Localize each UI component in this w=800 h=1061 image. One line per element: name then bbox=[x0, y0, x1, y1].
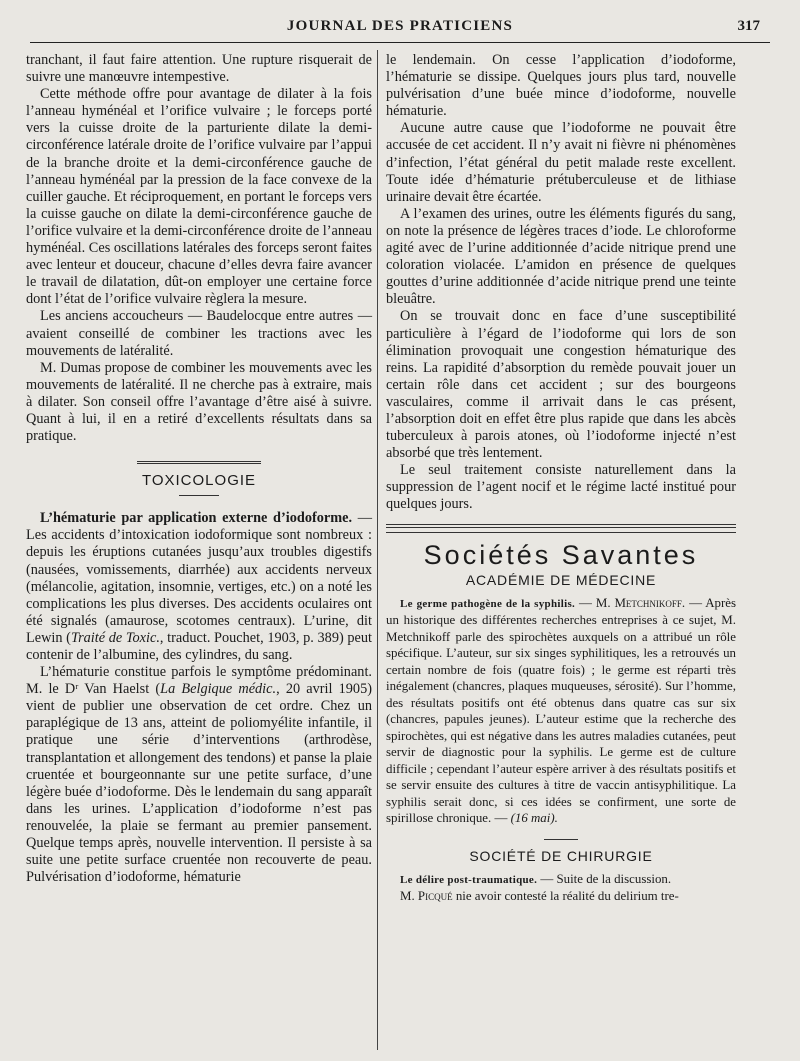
report-paragraph: Le germe pathogène de la syphilis. — M. Metchnikoff. — Après un historique des différentes recherches entreprises à ce sujet, M. Metchnikoff parle des spirochètes auxquels on a attribué un rôle spécifique. L’auteur, sur six singes syphilitiques, les a retrouvés un certain nombre de fois (quatre fois) ; le germe est réparti très inégalement (chancres, plaques muqueuses, sérosité). Sur l’homme, des résultats positifs ont été obtenus dans quatre cas sur six (chancres, papules jeunes). L’auteur estime que la recherche des spirochètes, qui est négative dans les autres maladies cutanées, peut servir de diagnostic pour la syphilis. Le germe est de culture difficile ; cependant l’auteur espère arriver à des résultats positifs et se servir ensuite des cultures à titre de vaccin antisyphilitique. La syphilis serait donc, si ces idées se confirment, une sorte de spirillose chronique. — (16 mai). bbox=[386, 595, 737, 826]
report-paragraph: M. Picqué nie avoir contesté la réalité du delirium tre- bbox=[400, 889, 679, 904]
running-header bbox=[30, 14, 770, 43]
subsection-title-chirurgie: SOCIÉTÉ DE CHIRURGIE bbox=[469, 847, 653, 864]
section-divider bbox=[386, 524, 736, 533]
paragraph: Les anciens accoucheurs — Baudelocque entre autres — avaient conseillé de combiner les tractions avec les mouvements de latéralité. bbox=[26, 308, 372, 359]
subsection-title-academie: ACADÉMIE DE MÉDECINE bbox=[465, 571, 657, 588]
report-paragraph: Le délire post-traumatique. — Suite de la discussion. bbox=[400, 871, 672, 886]
report-author: Picqué bbox=[417, 889, 453, 904]
article-paragraph: L’hématurie constitue parfois le symptôme prédominant. M. le Dʳ Van Haelst (La Belgique médic., 20 avril 1905) vient de publier une observation de cet ordre. Chez un paraplégique de 13 ans, atteint de poliomyélite infantile, il pratique une série d’interventions (arthrodèse, transplantation et allongement des tendons) et panse la plaie cruentée et bourgeonnante sur une petite surface, d’une légère buée d’iodoforme. Dès le lendemain du sang apparaît dans les urines. L’application d’iodoforme n’est pas renouvelée, la plaie se fermant au premier pansement. Quelque temps après, nouvelle intervention. Il persiste à sa suite une petite surface cruentée non recouverte de peau. Pulvérisation d’iodoforme, hématurie bbox=[26, 664, 372, 886]
section-divider bbox=[137, 461, 261, 464]
separator bbox=[544, 839, 578, 840]
page-number: 317 bbox=[737, 18, 760, 34]
report-heading: Le germe pathogène de la syphilis. bbox=[400, 597, 576, 610]
left-column bbox=[26, 52, 372, 886]
column-divider bbox=[377, 50, 378, 1050]
report-heading: Le délire post-traumatique. bbox=[400, 873, 538, 886]
section-underline bbox=[179, 495, 219, 496]
paragraph: Aucune autre cause que l’iodoforme ne pouvait être accusée de cet accident. Il n’y avait ni fièvre ni phénomènes d’infection, l’état général du petit malade reste excellent. Toute idée d’hématurie prétuberculeuse et de lithiase urinaire devait être écartée. bbox=[386, 120, 736, 205]
right-column bbox=[386, 52, 736, 905]
section-title-societes-savantes: Sociétés Savantes bbox=[423, 539, 699, 570]
report-author: — M. Metchnikoff. bbox=[575, 595, 686, 610]
paragraph: Le seul traitement consiste naturellement dans la suppression de l’agent nocif et le régime lacté institué pour quelques jours. bbox=[386, 462, 736, 513]
article-paragraph: L’hématurie par application externe d’iodoforme. — Les accidents d’intoxication iodoformique sont nombreux : depuis les éruptions cutanées jusqu’aux troubles digestifs (nausées, vomissements, diarrhée) aux accidents nerveux (mélancolie, agitation, insomnie, vertiges, etc.) on a noté les complications les plus diverses. Des accidents oculaires ont été signalés (amaurose, scotomes centraux). L’urine, dit Lewin (Traité de Toxic., traduct. Pouchet, 1903, p. 389) peut contenir de l’albumine, des cylindres, du sang. bbox=[26, 510, 373, 663]
section-title-toxicologie: TOXICOLOGIE bbox=[141, 472, 257, 490]
paragraph: tranchant, il faut faire attention. Une rupture risquerait de suivre une manœuvre intempestive. bbox=[26, 52, 372, 86]
paragraph: Cette méthode offre pour avantage de dilater à la fois l’anneau hyménéal et l’orifice vulvaire ; le forceps porté vers la cuisse droite de la parturiente dilate la demi-circonférence latérale droite de l’orifice vulvaire par l’appui de la branche droite et la demi-circonférence gauche de l’anneau hyménéal par la pression de la face convexe de la cuiller gauche. Et réciproquement, en portant le forceps vers la cuisse gauche on dilate la demi-circonférence gauche de l’orifice vulvaire et la demi-circonférence droite de l’anneau hyménéal. Ces oscillations latérales des forceps seront faites avec lenteur et douceur, chacune d’elles devra faire avancer le travail de dilatation, dût-on employer une certaine force dont l’état de l’orifice vulvaire règlera la mesure. bbox=[26, 86, 372, 308]
journal-title: JOURNAL DES PRATICIENS bbox=[286, 18, 514, 34]
paragraph: M. Dumas propose de combiner les mouvements avec les mouvements de latéralité. Il ne cherche pas à extraire, mais à dilater. Son conseil offre l’avantage d’être aisé à suivre. Quant à lui, il en a retiré d’excellents résultats dans sa pratique. bbox=[26, 359, 372, 445]
paragraph: le lendemain. On cesse l’application d’iodoforme, l’hématurie se dissipe. Quelques jours plus tard, nouvelle pulvérisation d’une buée mince d’iodoforme, nouvelle hématurie. bbox=[386, 52, 736, 120]
paragraph: A l’examen des urines, outre les éléments figurés du sang, on note la présence de légères traces d’iode. Le chloroforme agité avec de l’urine additionnée d’acide nitrique prend une coloration violacée. L’amidon en présence de quelques gouttes d’urine additionnée d’acide nitrique prend une teinte bleuâtre. bbox=[386, 205, 736, 308]
article-heading: L’hématurie par application externe d’iodoforme. bbox=[40, 510, 353, 527]
paragraph: On se trouvait donc en face d’une susceptibilité particulière à l’égard de l’iodoforme qui lors de son élimination provoquait une congestion hématurique des reins. La rapidité d’absorption du remède pouvait jouer un certain rôle dans cet accident ; sur des bourgeons vasculaires, comme il arrivait dans le cas présent, l’absorption doit en effet être plus rapide que dans les abcès tuberculeux à parois atones, où l’iodoforme injecté n’est absorbé que très lentement. bbox=[386, 308, 736, 462]
